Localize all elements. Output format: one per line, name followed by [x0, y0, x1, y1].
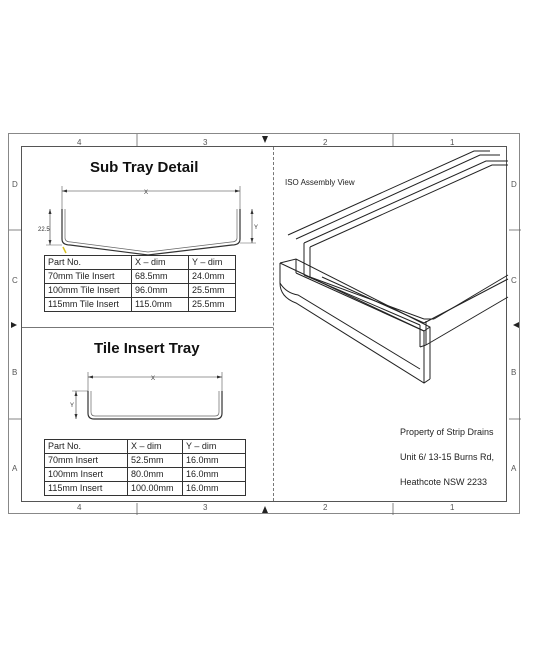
tile-insert-table-header	[45, 440, 246, 454]
iso-view-label: ISO Assembly View	[285, 178, 355, 187]
table-cell: 70mm Tile Insert	[45, 270, 132, 284]
table-cell: 96.0mm	[132, 284, 189, 298]
zone-row-right-b: B	[511, 368, 517, 377]
table-cell: 80.0mm	[128, 468, 183, 482]
table-cell: 24.0mm	[189, 270, 236, 284]
table-cell: 100.00mm	[128, 482, 183, 496]
zone-row-left-b: B	[12, 368, 18, 377]
table-row	[45, 482, 246, 496]
zone-col-top-1: 1	[450, 138, 455, 147]
table-row	[45, 298, 236, 312]
table-cell: 115mm Insert	[45, 482, 128, 496]
table-header-cell: Y – dim	[189, 256, 236, 270]
drawing-sheet	[8, 133, 520, 514]
sub-tray-dim-y: Y	[254, 225, 259, 231]
table-row	[45, 270, 236, 284]
sub-tray-table-header	[45, 256, 236, 270]
tile-insert-title: Tile Insert Tray	[94, 340, 200, 357]
zone-row-left-a: A	[12, 464, 18, 473]
table-row	[45, 454, 246, 468]
table-cell: 25.5mm	[189, 298, 236, 312]
drawing-frame	[21, 146, 507, 502]
table-header-cell: Part No.	[45, 256, 132, 270]
table-cell: 16.0mm	[183, 482, 246, 496]
table-cell: 16.0mm	[183, 454, 246, 468]
tile-insert-table	[44, 439, 246, 496]
table-cell: 52.5mm	[128, 454, 183, 468]
zone-row-left-d: D	[12, 180, 18, 189]
zone-row-right-d: D	[511, 180, 517, 189]
table-cell: 25.5mm	[189, 284, 236, 298]
zone-col-bottom-3: 3	[203, 503, 208, 512]
zone-col-top-3: 3	[203, 138, 208, 147]
sub-tray-table	[44, 255, 236, 312]
owner-address-line1: Unit 6/ 13-15 Burns Rd,	[400, 452, 495, 462]
table-cell: 70mm Insert	[45, 454, 128, 468]
table-cell: 100mm Insert	[45, 468, 128, 482]
tile-insert-dim-y: Y	[70, 403, 75, 409]
table-header-cell: X – dim	[132, 256, 189, 270]
zone-col-bottom-1: 1	[450, 503, 455, 512]
iso-assembly-drawing	[274, 147, 508, 397]
tile-insert-profile-drawing	[60, 367, 240, 429]
zone-row-left-c: C	[12, 276, 18, 285]
table-header-cell: Y – dim	[183, 440, 246, 454]
sub-tray-profile-drawing	[40, 181, 260, 261]
table-cell: 115mm Tile Insert	[45, 298, 132, 312]
table-cell: 16.0mm	[183, 468, 246, 482]
table-row	[45, 468, 246, 482]
table-cell: 68.5mm	[132, 270, 189, 284]
table-header-cell: Part No.	[45, 440, 128, 454]
tile-insert-dim-x: X	[151, 376, 156, 382]
owner-address-line2: Heathcote NSW 2233	[400, 477, 488, 487]
sub-tray-title: Sub Tray Detail	[90, 159, 199, 176]
table-cell: 115.0mm	[132, 298, 189, 312]
owner-name: Property of Strip Drains	[400, 427, 494, 437]
zone-row-right-c: C	[511, 276, 517, 285]
zone-col-top-2: 2	[323, 138, 328, 147]
zone-col-top-4: 4	[77, 138, 82, 147]
table-row	[45, 284, 236, 298]
sub-tray-dim-height: 22.5	[38, 227, 50, 233]
sub-tray-dim-x: X	[144, 190, 149, 196]
table-header-cell: X – dim	[128, 440, 183, 454]
zone-col-bottom-4: 4	[77, 503, 82, 512]
table-cell: 100mm Tile Insert	[45, 284, 132, 298]
zone-col-bottom-2: 2	[323, 503, 328, 512]
horizontal-divider	[22, 327, 273, 328]
zone-row-right-a: A	[511, 464, 517, 473]
